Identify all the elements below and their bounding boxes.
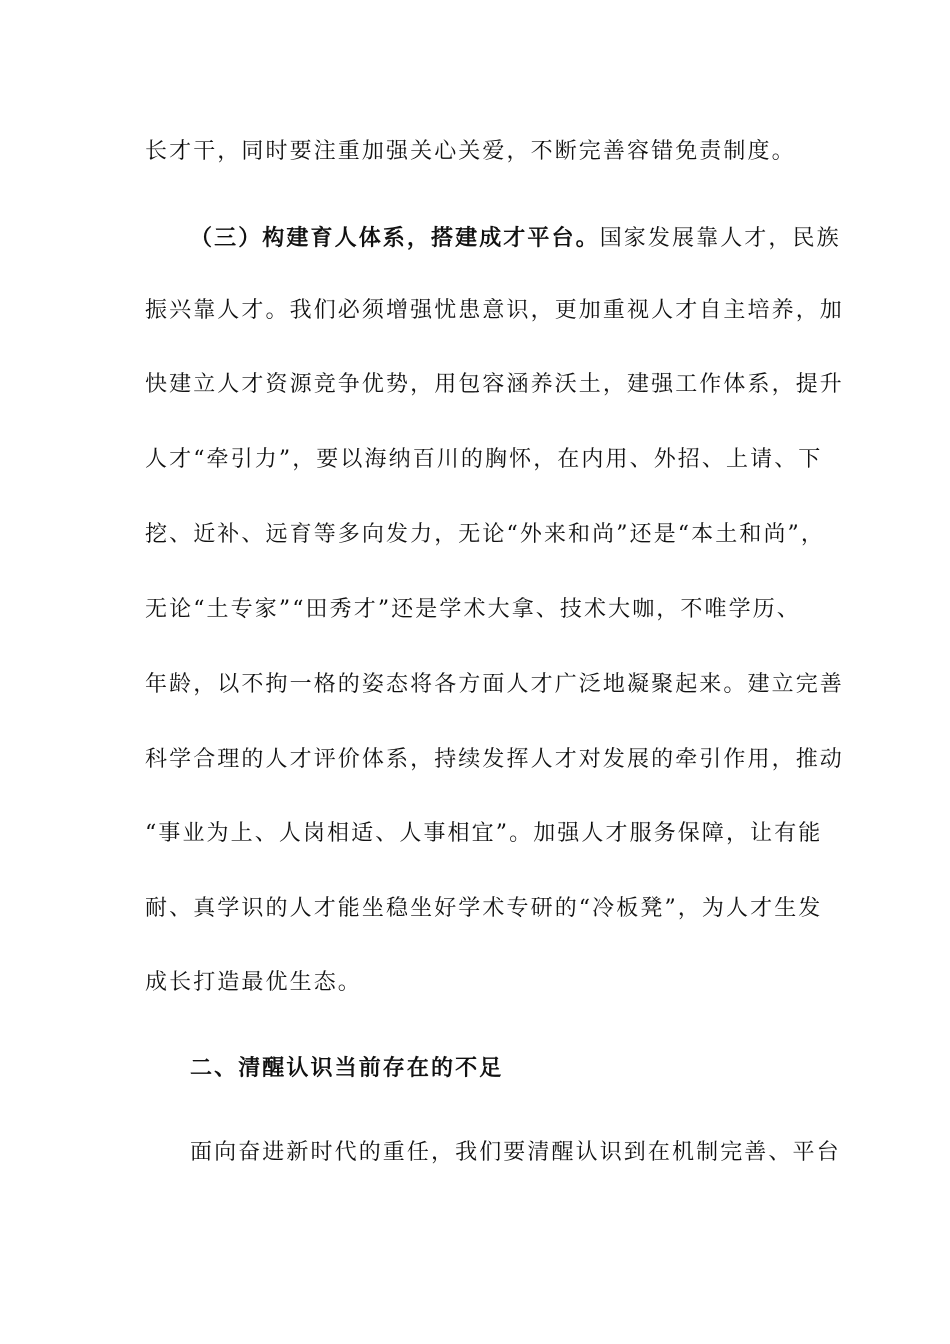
paragraph-line: 科学合理的人才评价体系，持续发挥人才对发展的牵引作用，推动 [145,747,844,772]
paragraph-line: 无论“土专家”“田秀才”还是学术大拿、技术大咖，不唯学历、 [145,597,801,622]
subsection-heading: （三）构建育人体系，搭建成才平台。 [190,225,600,251]
paragraph-line: 人才“牵引力”，要以海纳百川的胸怀，在内用、外招、上请、下 [145,447,823,472]
paragraph-line [190,223,850,254]
paragraph-line: 成长打造最优生态。 [145,970,362,995]
paragraph-line: 耐、真学识的人才能坐稳坐好学术专研的“冷板凳”，为人才生发 [145,896,823,921]
paragraph-line: 年龄，以不拘一格的姿态将各方面人才广泛地凝聚起来。建立完善 [145,672,844,697]
paragraph-line: 挖、近补、远育等多向发力，无论“外来和尚”还是“本土和尚”， [145,522,825,547]
paragraph-line: 快建立人才资源竞争优势，用包容涵养沃土，建强工作体系，提升 [145,372,844,397]
section-heading: 二、清醒认识当前存在的不足 [190,1055,504,1081]
paragraph-line: 面向奋进新时代的重任，我们要清醒认识到在机制完善、平台 [190,1140,841,1165]
paragraph-line: 振兴靠人才。我们必须增强忧患意识，更加重视人才自主培养，加 [145,298,844,323]
paragraph-text: 国家发展靠人才，民族 [599,226,841,251]
paragraph-line: 长才干，同时要注重加强关心关爱，不断完善容错免责制度。 [145,139,796,164]
paragraph-line: “事业为上、人岗相适、人事相宜”。加强人才服务保障，让有能 [145,821,823,846]
